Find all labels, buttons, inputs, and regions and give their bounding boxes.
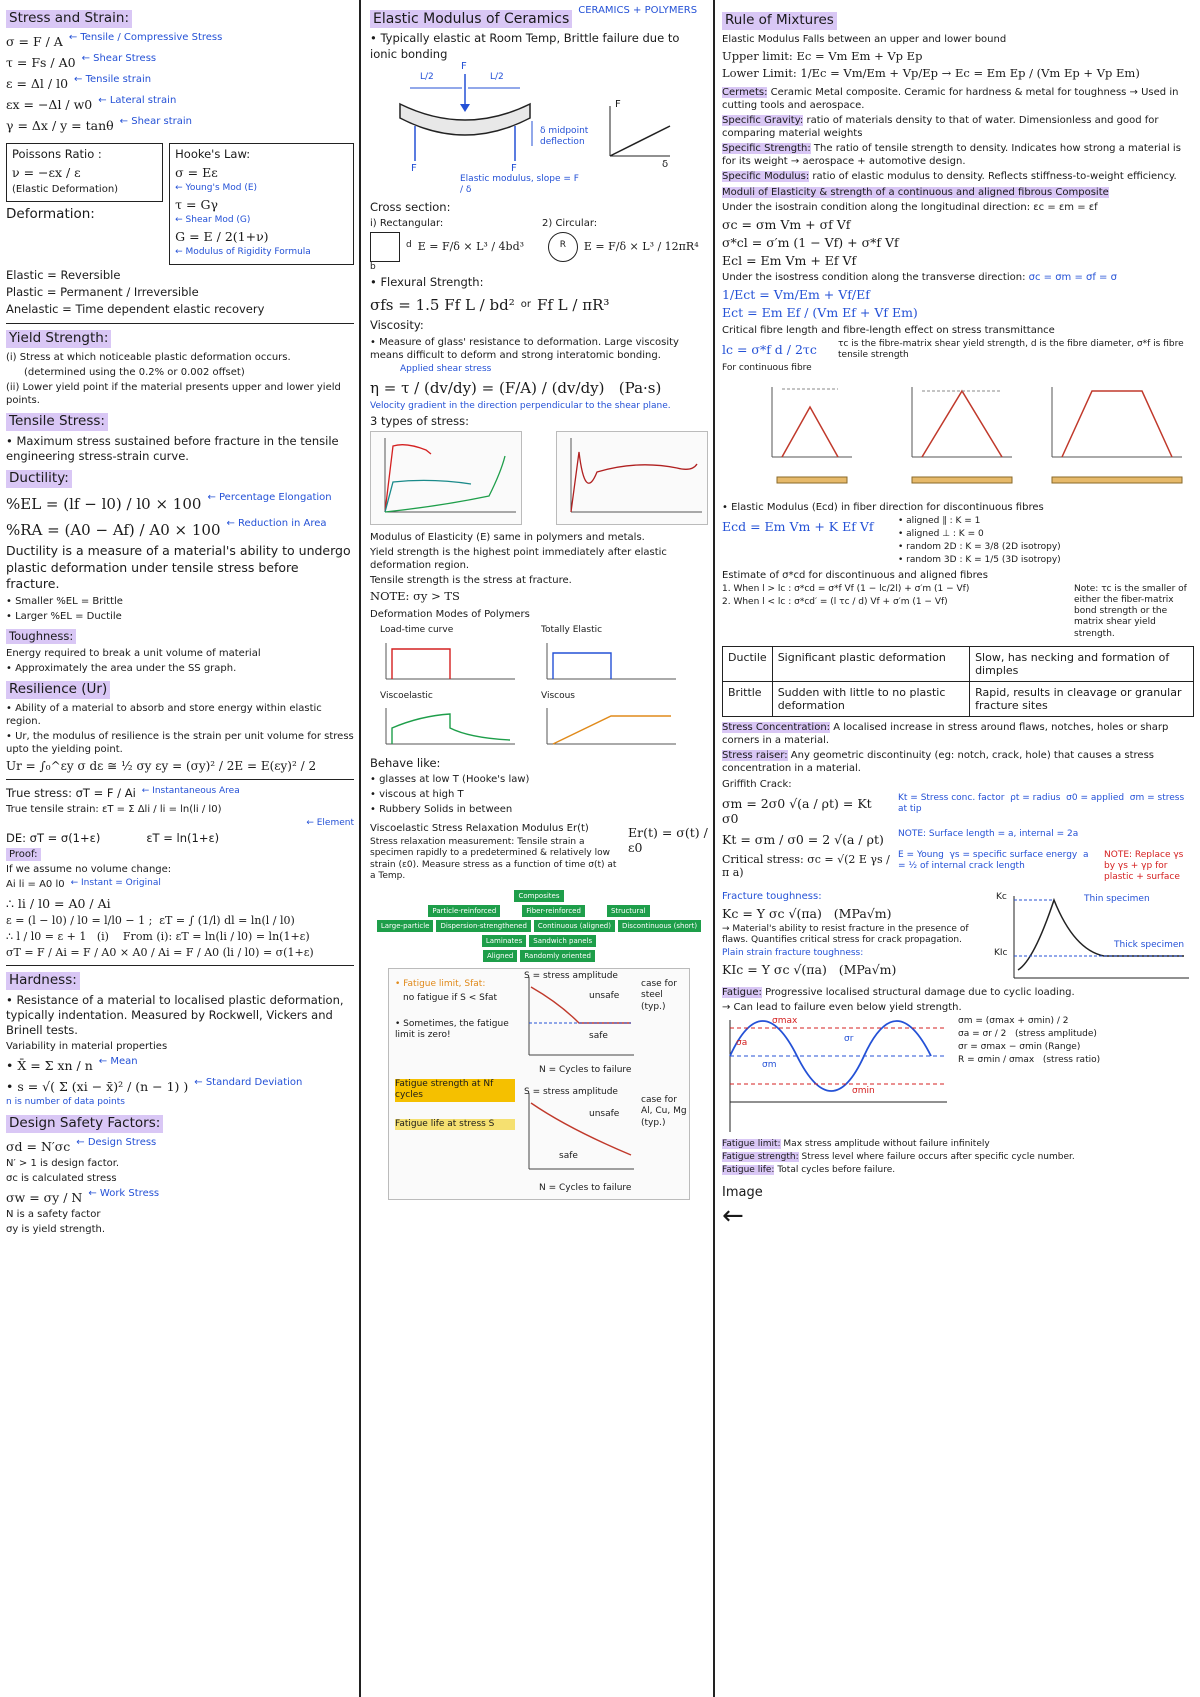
tensile-title: Tensile Stress:: [6, 413, 108, 431]
column-divider-2: [713, 0, 715, 1697]
fatigue-life-title: Fatigue life:: [722, 1165, 775, 1176]
thick-specimen-label: Thick specimen: [1114, 939, 1185, 950]
tensile-strain-eq: ε = Δl / l0: [6, 75, 69, 91]
moduli-title: Moduli of Elasticity & strength of a continuous and aligned fibrous Composite: [722, 186, 1109, 198]
tensile-strain-note: ← Tensile strain: [74, 73, 152, 85]
specific-modulus-title: Specific Modulus:: [722, 170, 810, 182]
shear-stress-eq: τ = Fs / A0: [6, 54, 76, 70]
fig-y-axis-label: F: [615, 98, 621, 110]
hooke-note-2: ← Shear Mod (G): [175, 215, 251, 226]
rectangular-modulus-eq: E = F/δ × L³ / 4bd³: [417, 240, 525, 254]
normal-stress-note: ← Tensile / Compressive Stress: [68, 31, 223, 43]
flow-leaf-5: Laminates: [482, 935, 526, 947]
hooke-note-3: ← Modulus of Rigidity Formula: [175, 247, 311, 258]
flow-mid-3: Structural: [607, 905, 650, 917]
variability-label: Variability in material properties: [6, 1041, 168, 1053]
design-note-2: ← Work Stress: [88, 1187, 160, 1199]
fibre-length-stress-figure: [722, 377, 1192, 497]
mean-note: ← Mean: [98, 1056, 138, 1068]
sigma-max-label: σmax: [772, 1015, 798, 1026]
stress-raiser-body: Any geometric discontinuity (eg: notch, crack, hole) that causes a stress concentration in a material.: [722, 749, 1158, 774]
kc-axis-label: Kc: [996, 891, 1007, 902]
fatigue-b1: Progressive localised structural damage due to cyclic loading.: [765, 986, 1075, 998]
design-s4: σy is yield strength.: [6, 1223, 106, 1235]
table-cell: Rapid, results in cleavage or granular fracture sites: [970, 681, 1194, 716]
fatigue-strength-title: Fatigue strength:: [722, 1151, 799, 1162]
std-dev-eq: • s = √( Σ (xi − x̄)² / (n − 1) ): [6, 1079, 189, 1095]
elongation-eq: %EL = (lf − l0) / l0 × 100: [6, 495, 202, 514]
fibre-profile-critical: [912, 387, 1012, 483]
resilience-b1: • Ability of a material to absorb and store energy within elastic region.: [6, 702, 325, 727]
fig-force-right: F: [511, 162, 517, 174]
rectangular-label: i) Rectangular:: [370, 217, 444, 229]
fatigue-title: Fatigue:: [722, 986, 762, 998]
proof-2: Ai li = A0 l0: [6, 879, 65, 891]
specific-gravity-body: ratio of materials density to that of water. Dimensionless and good for comparing material weights: [722, 114, 1162, 139]
toughness-b1: Energy required to break a unit volume of material: [6, 647, 261, 659]
hooke-eq-2: τ = Gγ: [175, 197, 218, 213]
viscoelastic-title: Viscoelastic Stress Relaxation Modulus Er(t): [370, 823, 589, 835]
critical-stress-note: E = Young γs = specific surface energy a = ½ of internal crack length: [898, 849, 1092, 872]
deformation-modes-grid: [380, 625, 698, 752]
fracture-toughness-body: → Material's ability to resist fracture in the presence of flaws. Quantifies critical stress for crack propagation.: [722, 923, 972, 945]
table-cell: Significant plastic deformation: [772, 646, 969, 681]
viscosity-gradient-note: Velocity gradient in the direction perpendicular to the shear plane.: [370, 400, 671, 411]
rule-of-mixtures-title: Rule of Mixtures: [722, 12, 837, 30]
sn-safe-2: safe: [559, 1151, 578, 1162]
mode-totally-elastic: [541, 625, 698, 686]
design-s1: N′ > 1 is design factor.: [6, 1157, 120, 1169]
table-row: [723, 681, 1194, 716]
table-cell: Slow, has necking and formation of dimples: [970, 646, 1194, 681]
column-divider-1: [359, 0, 361, 1697]
sigma-r-label: σr: [844, 1033, 854, 1044]
design-eq-1: σd = N′σc: [6, 1138, 71, 1154]
moduli-eq-3: Ecl = Em Vm + Ef Vf: [722, 252, 857, 268]
flow-top: Composites: [514, 890, 563, 902]
design-s2: σc is calculated stress: [6, 1172, 117, 1184]
mode-totally-elastic-label: Totally Elastic: [541, 625, 603, 636]
behave-b2: • viscous at high T: [370, 789, 464, 801]
griffith-eq-1: σm = 2σ0 √(a / ρt) = Kt σ0: [722, 795, 876, 826]
fig-deflection: δ midpoint deflection: [540, 125, 592, 148]
design-s3: N is a safety factor: [6, 1208, 101, 1220]
column-right: [716, 0, 1200, 1697]
critical-length-note: τc is the fibre-matrix shear yield strength, d is the fibre diameter, σ*f is fibre tensile strength: [838, 338, 1187, 361]
flow-leaf-1: Large-particle: [377, 920, 434, 932]
flexural-or: or: [520, 298, 531, 310]
poisson-eq: ν = −εx / ε: [12, 164, 81, 180]
stress-types-title: 3 types of stress:: [370, 414, 469, 429]
deformation-title: Deformation:: [6, 205, 95, 222]
ductility-brittle: • Smaller %EL = Brittle: [6, 595, 123, 607]
griffith-eq-2: Kt = σm / σ0 = 2 √(a / ρt): [722, 831, 884, 847]
deformation-plastic: Plastic = Permanent / Irreversible: [6, 284, 199, 299]
ductility-ductile: • Larger %EL = Ductile: [6, 610, 122, 622]
fatigue-formula-4: R = σmin / σmax (stress ratio): [958, 1055, 1101, 1066]
isostress-condition: Under the isostress condition along the transverse direction:: [722, 271, 1026, 283]
mode-viscoelastic-label: Viscoelastic: [380, 690, 433, 701]
stress-strain-chart-2: [556, 431, 708, 525]
stress-concentration-body: A localised increase in stress around flaws, notches, holes or sharp corners in a material.: [722, 721, 1172, 746]
viscosity-b1: • Measure of glass' resistance to deformation. Large viscosity means difficult to deform and strong interatomic bonding.: [370, 336, 683, 361]
fatigue-life-label: Fatigue life at stress S: [395, 1119, 515, 1130]
proof-6: σT = F / Ai = F / A0 × A0 / Ai = F / A0 (li / l0) = σ(1+ε): [6, 946, 314, 960]
fatigue-limit-title: Fatigue limit:: [722, 1138, 781, 1149]
polymer-note-2: Yield strength is the highest point immediately after elastic deformation region.: [370, 547, 671, 572]
proof-1: If we assume no volume change:: [6, 864, 172, 876]
rect-dim-d: d: [406, 240, 412, 251]
elastic-ceramics-title: Elastic Modulus of Ceramics: [370, 10, 572, 28]
specific-strength-body: The ratio of tensile strength to density. Indicates how strong a material is for its weight → aerospace + automotive design.: [722, 142, 1185, 167]
circle-section-icon: [548, 232, 578, 262]
sn-unsafe-2: unsafe: [589, 1109, 620, 1120]
mode-viscous-label: Viscous: [541, 690, 575, 701]
estimate-note: Note: τc is the smaller of either the fiber-matrix bond strength or the matrix shear yield strength.: [1074, 583, 1190, 639]
sn-ylabel-2: S = stress amplitude: [524, 1087, 618, 1098]
fatigue-limit-sub: no fatigue if S < Sfat: [403, 993, 498, 1004]
mixtures-lower: Lower Limit: 1/Ec = Vm/Em + Vp/Ep → Ec = Em Ep / (Vm Ep + Vp Em): [722, 65, 1140, 80]
sn-safe-1: safe: [589, 1031, 608, 1042]
sn-case-al: case for Al, Cu, Mg (typ.): [641, 1095, 690, 1128]
fatigue-formula-3: σr = σmax − σmin (Range): [958, 1042, 1081, 1053]
sn-unsafe-1: unsafe: [589, 991, 620, 1002]
polymer-note-3: Tensile strength is the stress at fracture.: [370, 575, 572, 587]
behave-b3: • Rubbery Solids in between: [370, 804, 513, 816]
mode-load-time-label: Load-time curve: [380, 625, 454, 636]
critical-stress-eq: Critical stress: σc = √(2 E γs / π a): [722, 852, 894, 879]
cermets-title: Cermets:: [722, 86, 768, 98]
poisson-sub: (Elastic Deformation): [12, 183, 119, 195]
proof-4: ε = (l − l0) / l0 = l/l0 − 1 ; εT = ∫ (1/l) dl = ln(l / l0): [6, 914, 295, 928]
proof-3: ∴ li / l0 = A0 / Ai: [6, 896, 111, 912]
plane-strain-title: Plain strain fracture toughness:: [722, 948, 864, 959]
k-aligned-parallel: • aligned ∥ : K = 1: [898, 515, 981, 526]
viscosity-eq: η = τ / (dv/dy) = (F/A) / (dv/dy) (Pa·s): [370, 378, 662, 397]
table-cell: Sudden with little to no plastic deformation: [772, 681, 969, 716]
specific-strength-title: Specific Strength:: [722, 142, 811, 154]
true-stress-eq: True stress: σT = F / Ai: [6, 785, 136, 800]
back-arrow-icon[interactable]: ←: [722, 1201, 744, 1232]
behave-b1: • glasses at low T (Hooke's law): [370, 774, 530, 786]
n-note: n is number of data points: [6, 1097, 125, 1108]
tensile-body: • Maximum stress sustained before fracture in the tensile engineering stress-strain curve.: [6, 433, 343, 464]
fatigue-formula-1: σm = (σmax + σmin) / 2: [958, 1015, 1069, 1026]
flexural-title: • Flexural Strength:: [370, 275, 484, 290]
rectangle-section-icon: [370, 232, 400, 262]
flow-leaf-2: Dispersion-strengthened: [436, 920, 530, 932]
fracture-toughness-title: Fracture toughness:: [722, 890, 822, 902]
fatigue-b2: → Can lead to failure even below yield strength.: [722, 1001, 962, 1013]
std-dev-note: ← Standard Deviation: [194, 1077, 303, 1089]
three-point-bend-figure: [370, 60, 708, 196]
shear-strain-note: ← Shear strain: [119, 115, 192, 127]
fig-force-top: F: [461, 60, 467, 72]
thin-specimen-label: Thin specimen: [1084, 893, 1150, 904]
flow-leaf-3: Continuous (aligned): [534, 920, 615, 932]
table-row: [723, 646, 1194, 681]
estimate-case-2: 2. When l < lc : σ*cd′ = (l τc / d) Vf + σ′m (1 − Vf): [722, 596, 948, 607]
true-stress-note: ← Instantaneous Area: [141, 785, 240, 796]
de-eq: DE: σT = σ(1+ε): [6, 830, 101, 845]
flexural-eq-1: σfs = 1.5 Ff L / bd²: [370, 296, 515, 315]
mixtures-upper: Upper limit: Ec = Vm Em + Vp Ep: [722, 48, 923, 63]
poisson-label: Poissons Ratio :: [12, 146, 102, 161]
stress-strain-chart-1: [370, 431, 522, 525]
fig-half-length-right: L/2: [490, 71, 504, 82]
hooke-box: [169, 143, 354, 265]
design-note-1: ← Design Stress: [76, 1136, 157, 1148]
fatigue-life-def: Total cycles before failure.: [777, 1165, 896, 1176]
de-eq-2: εT = ln(1+ε): [146, 830, 220, 845]
kic-axis-label: KIc: [994, 947, 1008, 958]
griffith-note-1: Kt = Stress conc. factor ρt = radius σ0 = applied σm = stress at tip: [898, 792, 1188, 815]
k-random-3d: • random 3D : K = 1/5 (3D isotropy): [898, 555, 1061, 566]
k-aligned-perpendicular: • aligned ⊥ : K = 0: [898, 528, 984, 539]
fatigue-sn-figure: [388, 968, 690, 1200]
isostress-eq: σc = σm = σf = σ: [1028, 271, 1117, 283]
yield-title: Yield Strength:: [6, 330, 111, 348]
lateral-strain-note: ← Lateral strain: [98, 94, 177, 106]
composites-flowchart: [370, 890, 708, 962]
hooke-title: Hooke's Law:: [175, 146, 251, 161]
area-reduction-note: ← Reduction in Area: [226, 518, 327, 530]
resilience-eq: Ur = ∫₀^εy σ dε ≅ ½ σy εy = (σy)² / 2E = E(εy)² / 2: [6, 758, 317, 773]
critical-stress-red-note: NOTE: Replace γs by γs + γp for plastic + surface: [1104, 849, 1187, 883]
behave-title: Behave like:: [370, 755, 441, 770]
mode-load-time: [380, 625, 537, 686]
proof-5: ∴ l / l0 = ε + 1 (i) From (i): εT = ln(li / l0) = ln(1+ε): [6, 930, 310, 944]
column-left: [0, 0, 358, 1697]
ductility-definition: Ductility is a measure of a material's ability to undergo plastic deformation under tensile stress before fracture.: [6, 543, 355, 592]
cross-section-title: Cross section:: [370, 199, 451, 214]
yield-i: (i) Stress at which noticeable plastic deformation occurs.: [6, 352, 291, 364]
flexural-eq-2: Ff L / πR³: [536, 296, 610, 315]
specific-modulus-body: ratio of elastic modulus to density. Reflects stiffness-to-weight efficiency.: [812, 170, 1177, 182]
yield-i-sub: (determined using the 0.2% or 0.002 offset): [24, 367, 245, 379]
sigma-m-label: σm: [762, 1059, 777, 1070]
rect-dim-b: b: [370, 261, 376, 272]
estimate-title: Estimate of σ*cd for discontinuous and aligned fibres: [722, 569, 988, 581]
viscoelastic-body: Stress relaxation measurement: Tensile strain a specimen rapidly to a predetermined & relatively low strain (ε0). Measure stress as a function of time σ(t) at a Temp.: [370, 837, 620, 881]
fatigue-strength-label: Fatigue strength at Nf cycles: [395, 1079, 515, 1102]
hooke-eq-1: σ = Eε: [175, 164, 218, 180]
table-cell: Ductile: [723, 646, 773, 681]
elastic-modulus-slope: Elastic modulus, slope = F / δ: [460, 173, 582, 196]
deformation-elastic: Elastic = Reversible: [6, 267, 121, 282]
circular-modulus-eq: E = F/δ × L³ / 12πR⁴: [583, 240, 699, 254]
shear-strain-eq: γ = Δx / y = tanθ: [6, 117, 114, 133]
fibre-profile-short: [772, 387, 852, 483]
proof-title: Proof:: [6, 848, 41, 861]
discontinuous-title: • Elastic Modulus (Ecd) in fiber direction for discontinuous fibres: [722, 501, 1044, 513]
table-cell: Brittle: [723, 681, 773, 716]
flow-sub-1: Aligned: [483, 950, 517, 962]
area-reduction-eq: %RA = (A0 − Af) / A0 × 100: [6, 521, 221, 540]
proof-2-note: ← Instant = Original: [70, 878, 161, 889]
relaxation-modulus-eq: Er(t) = σ(t) / ε0: [628, 825, 712, 856]
plane-strain-eq: KIc = Y σc √(πa) (MPa√m): [722, 962, 897, 978]
estimate-case-1: 1. When l > lc : σ*cd = σ*f Vf (1 − lc/2l) + σ′m (1 − Vf): [722, 583, 970, 594]
stress-strain-heading: Stress and Strain:: [6, 10, 132, 28]
mode-viscous: [541, 691, 698, 752]
moduli-eq-1: σc = σm Vm + σf Vf: [722, 216, 851, 232]
sn-case-steel: case for steel (typ.): [641, 979, 680, 1012]
moduli-eq-4: 1/Ect = Vm/Em + Vf/Ef: [722, 286, 870, 302]
mixtures-b1: Elastic Modulus Falls between an upper and lower bound: [722, 33, 1007, 45]
discontinuous-eq: Ecd = Em Vm + K Ef Vf: [722, 518, 874, 534]
specific-gravity-title: Specific Gravity:: [722, 114, 804, 126]
circular-label: 2) Circular:: [542, 217, 598, 229]
poisson-box: [6, 143, 163, 202]
fatigue-limit-label: • Fatigue limit, Sfat:: [395, 979, 486, 990]
fatigue-zero-note: • Sometimes, the fatigue limit is zero!: [395, 1019, 512, 1041]
ceramics-b1: • Typically elastic at Room Temp, Brittle failure due to ionic bonding: [370, 31, 684, 61]
flow-mid-2: Fiber-reinforced: [522, 905, 585, 917]
flow-sub-2: Randomly oriented: [520, 950, 595, 962]
column-middle: [362, 0, 712, 1697]
resilience-b2: • Ur, the modulus of resilience is the strain per unit volume for stress upto the yielding point.: [6, 730, 357, 755]
stress-concentration-title: Stress Concentration:: [722, 721, 831, 733]
viscosity-title: Viscosity:: [370, 318, 424, 333]
sn-xlabel-2: N = Cycles to failure: [539, 1183, 632, 1194]
ceramics-polymers-tag: CERAMICS + POLYMERS: [578, 5, 698, 16]
critical-length-title: Critical fibre length and fibre-length effect on stress transmittance: [722, 324, 1055, 336]
polymer-note-1: Modulus of Elasticity (E) same in polymers and metals.: [370, 532, 645, 544]
ductility-title: Ductility:: [6, 470, 72, 488]
hardness-title: Hardness:: [6, 972, 80, 990]
circle-radius-label: R: [559, 240, 566, 251]
flow-mid-1: Particle-reinforced: [428, 905, 500, 917]
elongation-note: ← Percentage Elongation: [207, 492, 332, 504]
sigma-min-label: σmin: [852, 1085, 875, 1096]
critical-length-eq: lc = σ*f d / 2τc: [722, 341, 817, 357]
normal-stress-eq: σ = F / A: [6, 33, 63, 49]
flow-leaf-4: Discontinuous (short): [618, 920, 701, 932]
k-random-2d: • random 2D : K = 3/8 (2D isotropy): [898, 542, 1061, 553]
moduli-eq-5: Ect = Em Ef / (Vm Ef + Vf Em): [722, 304, 918, 320]
griffith-title: Griffith Crack:: [722, 778, 792, 790]
true-strain-note: ← Element: [306, 817, 354, 828]
fracture-toughness-eq: Kc = Y σc √(πa) (MPa√m): [722, 905, 892, 921]
deformation-anelastic: Anelastic = Time dependent elastic recovery: [6, 302, 265, 317]
moduli-eq-2: σ*cl = σ′m (1 − Vf) + σ*f Vf: [722, 234, 899, 250]
fig-x-axis-label: δ: [662, 158, 669, 170]
true-strain-eq: True tensile strain: εT = Σ Δli / li = ln(li / l0): [6, 803, 222, 815]
toughness-thickness-chart: [994, 890, 1194, 986]
yield-ii: (ii) Lower yield point if the material presents upper and lower yield points.: [6, 382, 345, 407]
fibre-profile-long: [1052, 387, 1182, 483]
fatigue-formula-2: σa = σr / 2 (stress amplitude): [958, 1028, 1097, 1039]
isostrain-condition: Under the isostrain condition along the longitudinal direction: εc = εm = εf: [722, 201, 1098, 213]
deformation-modes-title: Deformation Modes of Polymers: [370, 609, 530, 621]
stress-raiser-title: Stress raiser:: [722, 749, 788, 761]
hooke-eq-3: G = E / 2(1+ν): [175, 229, 269, 245]
sn-xlabel-1: N = Cycles to failure: [539, 1065, 632, 1076]
cermets-body: Ceramic Metal composite. Ceramic for hardness & metal for toughness → Used in cutting tools and aerospace.: [722, 86, 1182, 111]
sigma-a-label: σa: [736, 1037, 748, 1048]
lateral-strain-eq: εx = −Δl / w0: [6, 96, 93, 112]
mean-eq: • X̄ = Σ xn / n: [6, 1058, 93, 1074]
cyclic-stress-plot: [722, 1016, 952, 1136]
design-title: Design Safety Factors:: [6, 1115, 163, 1133]
continuous-fibre-label: For continuous fibre: [722, 363, 812, 374]
footer-image-label: Image: [722, 1185, 763, 1201]
flow-leaf-6: Sandwich panels: [529, 935, 596, 947]
viscosity-applied-note: Applied shear stress: [400, 363, 492, 374]
fig-half-length-left: L/2: [420, 71, 434, 82]
mode-viscoelastic: [380, 691, 537, 752]
fig-force-left: F: [411, 162, 417, 174]
polymer-note-4: NOTE: σy > TS: [370, 589, 460, 604]
hardness-b1: • Resistance of a material to localised plastic deformation, typically indentation. Measured by Rockwell, Vickers and Brinell tests.: [6, 992, 348, 1038]
design-eq-2: σw = σy / N: [6, 1189, 83, 1205]
fatigue-limit-def: Max stress amplitude without failure infinitely: [783, 1138, 990, 1149]
hooke-note-1: ← Young's Mod (E): [175, 182, 258, 193]
sn-ylabel-1: S = stress amplitude: [524, 971, 618, 982]
shear-stress-note: ← Shear Stress: [81, 52, 157, 64]
griffith-note-2: NOTE: Surface length = a, internal = 2a: [898, 828, 1079, 839]
fatigue-strength-def: Stress level where failure occurs after specific cycle number.: [801, 1151, 1075, 1162]
fracture-comparison-table: [722, 646, 1194, 717]
toughness-title: Toughness:: [6, 629, 76, 644]
resilience-title: Resilience (Ur): [6, 681, 110, 699]
toughness-b2: • Approximately the area under the SS graph.: [6, 662, 237, 674]
